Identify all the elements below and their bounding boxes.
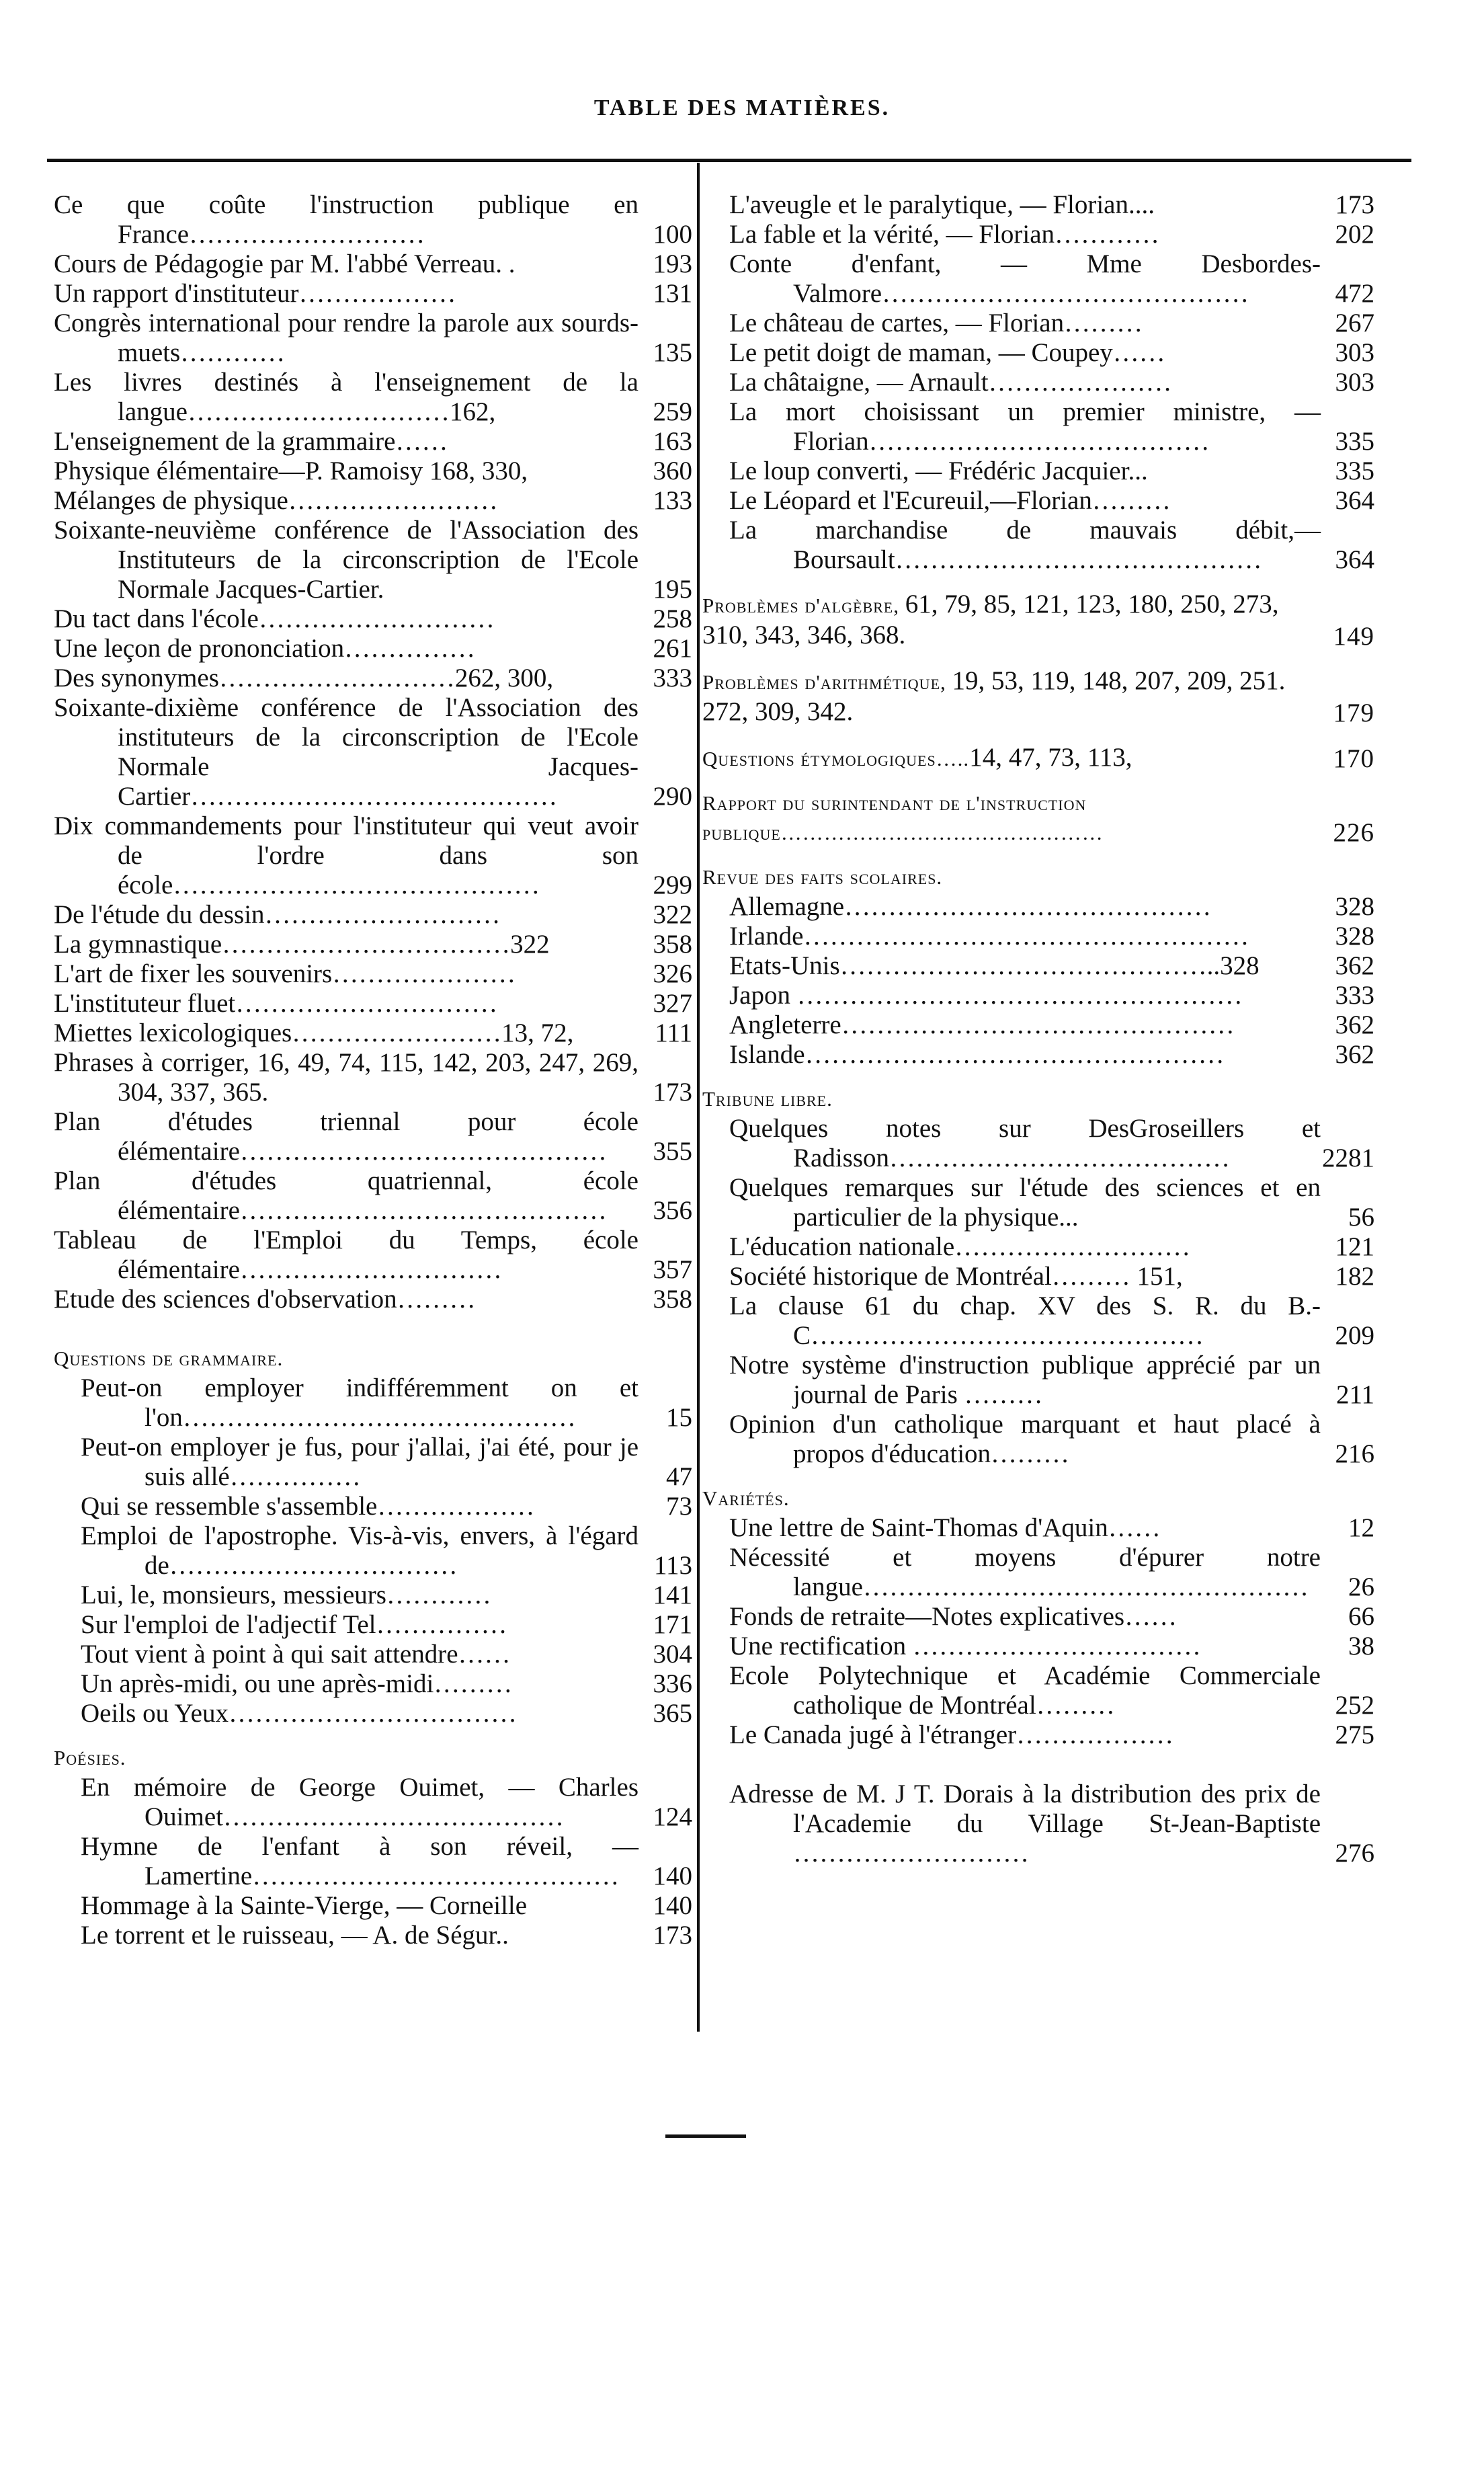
- entry-text: Emploi de l'apostrophe. Vis-à-vis, envers, à l'égard de……………………………: [81, 1521, 638, 1580]
- etymo-numbers: 14, 47, 73, 113,: [969, 743, 1132, 772]
- toc-entry: [702, 1351, 1374, 1410]
- toc-entry: [702, 951, 1374, 981]
- entry-page: 15: [666, 1403, 692, 1432]
- entry-text: Fonds de retraite—Notes explicatives……: [729, 1602, 1178, 1631]
- toc-entry: [702, 1543, 1374, 1602]
- entry-page: 299: [653, 871, 692, 900]
- entry-page: 73: [666, 1492, 692, 1521]
- toc-entry: [54, 634, 692, 664]
- entry-text: Qui se ressemble s'assemble………………: [81, 1492, 535, 1521]
- revue-entries: [702, 892, 1374, 1070]
- entry-text: La clause 61 du chap. XV des S. R. du B.-C………………………………………: [729, 1291, 1321, 1350]
- entry-text: Mélanges de physique……………………: [54, 486, 498, 515]
- entry-text: Une rectification ……………………………: [729, 1632, 1201, 1661]
- toc-entry: [702, 368, 1374, 397]
- entry-page: 26: [1348, 1572, 1374, 1601]
- entry-text: Dix commandements pour l'instituteur qui veut avoir de l'ordre dans son école……………………………………: [54, 811, 638, 900]
- toc-entry: [702, 1114, 1374, 1173]
- toc-entry: [54, 900, 692, 930]
- entry-page: 303: [1335, 368, 1374, 397]
- entry-page: 113: [653, 1551, 692, 1580]
- toc-entry: [54, 1921, 692, 1950]
- footer-rule: [665, 2134, 746, 2138]
- toc-entry: [702, 892, 1374, 922]
- entry-page: 173: [653, 1921, 692, 1950]
- entry-page: 275: [1335, 1720, 1374, 1749]
- toc-entry: [54, 516, 692, 604]
- toc-entry: [54, 1048, 692, 1107]
- entry-text: Du tact dans l'école………………………: [54, 604, 495, 633]
- entry-page: 362: [1335, 951, 1374, 980]
- toc-entry: [702, 486, 1374, 516]
- toc-entry: [54, 693, 692, 811]
- toc-entry: [702, 1410, 1374, 1469]
- entry-text: Ecole Polytechnique et Académie Commerciale catholique de Montréal………: [729, 1661, 1321, 1720]
- entry-page: 290: [653, 782, 692, 811]
- entry-text: Les livres destinés à l'enseignement de la langue…………………………162,: [54, 368, 638, 426]
- arithmetique-numbers: 19, 53, 119, 148, 207, 209, 251. 272, 309, 342.: [702, 666, 1286, 726]
- entry-page: 328: [1335, 922, 1374, 951]
- entry-text: Allemagne……………………………………: [729, 892, 1212, 921]
- entry-page: 131: [653, 279, 692, 308]
- entry-text: La gymnastique……………………………322: [54, 930, 550, 959]
- varietes-heading: Variétés.: [702, 1486, 790, 1510]
- entry-text: L'enseignement de la grammaire……: [54, 427, 448, 456]
- entry-page: 141: [653, 1581, 692, 1609]
- rapport-page: 226: [1333, 818, 1374, 847]
- toc-entry: [702, 981, 1374, 1010]
- entry-page: 267: [1335, 309, 1374, 337]
- entry-page: 335: [1335, 427, 1374, 456]
- entry-page: 327: [653, 989, 692, 1018]
- entry-text: Conte d'enfant, — Mme Desbordes-Valmore……………………………………: [729, 249, 1321, 308]
- entry-page: 66: [1348, 1602, 1374, 1631]
- adresse-entry: [702, 1780, 1374, 1868]
- entry-page: 333: [1335, 981, 1374, 1010]
- toc-entry: [702, 922, 1374, 951]
- entry-text: Sur l'emploi de l'adjectif Tel……………: [81, 1610, 507, 1639]
- toc-entry: [54, 249, 692, 279]
- toc-entry: [54, 279, 692, 309]
- toc-entry: [54, 190, 692, 249]
- entry-text: Soixante-dixième conférence de l'Association des instituteurs de la circonscription de l'Ecole Normale Jacques-Cartier……………………………………: [54, 693, 638, 811]
- entry-page: 163: [653, 427, 692, 456]
- entry-text: Miettes lexicologiques……………………13, 72,: [54, 1019, 574, 1047]
- entry-text: Tout vient à point à qui sait attendre……: [81, 1640, 511, 1669]
- entry-text: La châtaigne, — Arnault…………………: [729, 368, 1172, 397]
- entry-page: 362: [1335, 1040, 1374, 1069]
- entry-text: La fable et la vérité, — Florian…………: [729, 220, 1160, 249]
- entry-page: 357: [653, 1255, 692, 1284]
- entry-text: Japon ……………………………………………: [729, 981, 1243, 1010]
- entry-text: De l'étude du dessin………………………: [54, 900, 501, 929]
- toc-entry: [702, 249, 1374, 309]
- entry-text: Hymne de l'enfant à son réveil, — Lamertine……………………………………: [81, 1832, 638, 1890]
- entry-page: 322: [653, 900, 692, 929]
- entry-page: 195: [653, 575, 692, 604]
- entry-text: Le Canada jugé à l'étranger………………: [729, 1720, 1174, 1749]
- entry-page: 193: [653, 249, 692, 278]
- entry-text: L'art de fixer les souvenirs…………………: [54, 959, 516, 988]
- entry-page: 335: [1335, 456, 1374, 485]
- arithmetique-page: 179: [1333, 698, 1374, 727]
- tribune-entries: [702, 1114, 1374, 1469]
- arithmetique-section: [702, 666, 1374, 728]
- toc-entry: [702, 338, 1374, 368]
- entry-page: 358: [653, 1285, 692, 1314]
- column-divider: [697, 163, 700, 2032]
- etymo-heading: Questions étymologiques…..: [702, 747, 970, 770]
- toc-entry: [54, 1640, 692, 1669]
- entry-page: 356: [653, 1196, 692, 1225]
- toc-entry: [702, 1262, 1374, 1291]
- left-entries: [54, 190, 692, 1314]
- entry-page: 333: [653, 664, 692, 692]
- algebre-numbers: 61, 79, 85, 121, 123, 180, 250, 273, 310, 343, 346, 368.: [702, 590, 1279, 649]
- toc-entry: [54, 1019, 692, 1048]
- toc-entry: [54, 1166, 692, 1226]
- toc-entry: [702, 309, 1374, 338]
- toc-entry: [54, 427, 692, 456]
- entry-text: Des synonymes………………………262, 300,: [54, 664, 554, 692]
- entry-page: 364: [1335, 545, 1374, 574]
- toc-entry: [702, 516, 1374, 575]
- entry-text: Physique élémentaire—P. Ramoisy 168, 330,: [54, 456, 528, 485]
- entry-text: Nécessité et moyens d'épurer notre langue……………………………………………: [729, 1543, 1321, 1601]
- grammar-entries: [54, 1373, 692, 1728]
- entry-text: Angleterre………………………………………: [729, 1010, 1235, 1039]
- entry-page: 140: [653, 1891, 692, 1920]
- entry-text: Le château de cartes, — Florian………: [729, 309, 1143, 337]
- entry-text: Le Léopard et l'Ecureuil,—Florian………: [729, 486, 1171, 515]
- algebre-section: [702, 590, 1374, 651]
- entry-page: 173: [653, 1078, 692, 1107]
- entry-page: 47: [666, 1462, 692, 1491]
- etymo-page: 170: [1333, 744, 1374, 773]
- entry-page: 111: [655, 1019, 692, 1047]
- entry-page: 358: [653, 930, 692, 959]
- toc-entry: [702, 1291, 1374, 1351]
- entry-text: Un après-midi, ou une après-midi………: [81, 1669, 513, 1698]
- toc-entry: [54, 368, 692, 427]
- poesies-heading: Poésies.: [54, 1746, 126, 1769]
- rapport-heading: Rapport du surintendant de l'instruction publique………………………………………: [702, 791, 1104, 844]
- toc-entry: [54, 664, 692, 693]
- toc-entry: [702, 1602, 1374, 1632]
- etymo-section: [702, 743, 1374, 774]
- poesies-entries: [54, 1773, 692, 1950]
- entry-text: Phrases à corriger, 16, 49, 74, 115, 142, 203, 247, 269, 304, 337, 365.: [54, 1048, 638, 1107]
- tribune-heading: Tribune libre.: [702, 1087, 833, 1111]
- entry-page: 362: [1335, 1010, 1374, 1039]
- entry-page: 259: [653, 397, 692, 426]
- entry-text: Société historique de Montréal……… 151,: [729, 1262, 1183, 1291]
- entry-text: Plan d'études triennal pour école élémentaire……………………………………: [54, 1107, 638, 1166]
- entry-page: 326: [653, 959, 692, 988]
- entry-page: 171: [653, 1610, 692, 1639]
- toc-entry: [702, 1173, 1374, 1232]
- entry-text: L'aveugle et le paralytique, — Florian....: [729, 190, 1155, 219]
- toc-entry: [54, 1610, 692, 1640]
- entry-text: La mort choisissant un premier ministre, — Florian…………………………………: [729, 397, 1321, 456]
- toc-entry: [54, 1433, 692, 1492]
- rapport-section: [702, 789, 1374, 848]
- entry-text: Soixante-neuvième conférence de l'Association des Instituteurs de la circonscription de l'Ecole Normale Jacques-Cartier.: [54, 516, 638, 604]
- left-column: [54, 190, 692, 1950]
- entry-text: Oeils ou Yeux……………………………: [81, 1699, 517, 1728]
- right-poesies-entries: [702, 190, 1374, 575]
- entry-text: Quelques notes sur DesGroseillers et Radisson…………………………………: [729, 1114, 1321, 1172]
- entry-page: 276: [1335, 1839, 1374, 1868]
- toc-entry: [54, 1492, 692, 1521]
- entry-text: Peut-on employer je fus, pour j'allai, j'ai été, pour je suis allé……………: [81, 1433, 638, 1491]
- toc-entry: [54, 1773, 692, 1832]
- toc-entry: [702, 1232, 1374, 1262]
- entry-text: En mémoire de George Ouimet, — Charles Ouimet…………………………………: [81, 1773, 638, 1831]
- entry-page: 304: [653, 1640, 692, 1669]
- entry-page: 472: [1335, 279, 1374, 308]
- entry-page: 355: [653, 1137, 692, 1166]
- toc-entry: [702, 1632, 1374, 1661]
- toc-entry: [702, 1661, 1374, 1720]
- toc-entry: [54, 486, 692, 516]
- entry-text: Une lettre de Saint-Thomas d'Aquin……: [729, 1513, 1161, 1542]
- entry-page: 2281: [1322, 1144, 1374, 1172]
- entry-page: 252: [1335, 1691, 1374, 1720]
- toc-entry: [54, 989, 692, 1019]
- arithmetique-heading: Problèmes d'arithmétique,: [702, 670, 946, 694]
- entry-page: 209: [1335, 1321, 1374, 1350]
- entry-text: Ce que coûte l'instruction publique en France………………………: [54, 190, 638, 249]
- entry-text: Le loup converti, — Frédéric Jacquier...: [729, 456, 1148, 485]
- entry-page: 124: [653, 1802, 692, 1831]
- toc-entry: [702, 220, 1374, 249]
- toc-entry: [54, 1285, 692, 1314]
- entry-text: Etats-Unis……………………………………..328: [729, 951, 1260, 980]
- entry-text: Adresse de M. J T. Dorais à la distribution des prix de l'Academie du Village St-Jean-Baptiste ………………………: [729, 1780, 1321, 1868]
- entry-text: Islande…………………………………………: [729, 1040, 1225, 1069]
- entry-page: 121: [1335, 1232, 1374, 1261]
- entry-page: 303: [1335, 338, 1374, 367]
- toc-entry: [54, 309, 692, 368]
- entry-page: 133: [653, 486, 692, 515]
- entry-text: Hommage à la Sainte-Vierge, — Corneille: [81, 1891, 528, 1920]
- page-title: TABLE DES MATIÈRES.: [593, 95, 891, 120]
- toc-entry: [54, 1521, 692, 1581]
- entry-page: 364: [1335, 486, 1374, 515]
- header-rule: [47, 159, 1411, 162]
- entry-text: La marchandise de mauvais débit,—Boursault……………………………………: [729, 516, 1321, 574]
- entry-page: 336: [653, 1669, 692, 1698]
- entry-page: 328: [1335, 892, 1374, 921]
- entry-text: Cours de Pédagogie par M. l'abbé Verreau. .: [54, 249, 516, 278]
- entry-page: 140: [653, 1862, 692, 1890]
- entry-page: 12: [1348, 1513, 1374, 1542]
- entry-text: Opinion d'un catholique marquant et haut placé à propos d'éducation………: [729, 1410, 1321, 1468]
- toc-entry: [702, 1010, 1374, 1040]
- algebre-heading: Problèmes d'algèbre,: [702, 594, 899, 617]
- toc-entry: [54, 456, 692, 486]
- entry-text: Une leçon de prononciation……………: [54, 634, 476, 663]
- entry-page: 56: [1348, 1203, 1374, 1232]
- entry-text: L'instituteur fluet…………………………: [54, 989, 498, 1018]
- entry-text: Peut-on employer indifféremment on et l'on………………………………………: [81, 1373, 638, 1432]
- entry-page: 365: [653, 1699, 692, 1728]
- varietes-entries: [702, 1513, 1374, 1750]
- toc-entry: [702, 397, 1374, 456]
- entry-text: Notre système d'instruction publique apprécié par un journal de Paris ………: [729, 1351, 1321, 1409]
- entry-text: Plan d'études quatriennal, école élémentaire……………………………………: [54, 1166, 638, 1225]
- toc-entry: [702, 456, 1374, 486]
- entry-text: Irlande……………………………………………: [729, 922, 1249, 951]
- toc-entry: [54, 604, 692, 634]
- entry-page: 261: [653, 634, 692, 663]
- toc-entry: [54, 1107, 692, 1166]
- toc-entry: [702, 1720, 1374, 1750]
- entry-text: Tableau de l'Emploi du Temps, école élémentaire…………………………: [54, 1226, 638, 1284]
- grammar-heading: Questions de grammaire.: [54, 1347, 284, 1370]
- toc-entry: [54, 959, 692, 989]
- entry-text: Etude des sciences d'observation………: [54, 1285, 476, 1314]
- entry-page: 202: [1335, 220, 1374, 249]
- entry-page: 258: [653, 604, 692, 633]
- entry-text: Le petit doigt de maman, — Coupey……: [729, 338, 1165, 367]
- toc-entry: [54, 1669, 692, 1699]
- revue-heading: Revue des faits scolaires.: [702, 865, 943, 889]
- toc-entry: [54, 1891, 692, 1921]
- entry-page: 360: [653, 456, 692, 485]
- entry-text: Lui, le, monsieurs, messieurs…………: [81, 1581, 491, 1609]
- entry-text: Un rapport d'instituteur………………: [54, 279, 456, 308]
- algebre-page: 149: [1333, 622, 1374, 651]
- toc-entry: [54, 1581, 692, 1610]
- right-column: [702, 190, 1374, 1868]
- entry-text: L'éducation nationale………………………: [729, 1232, 1191, 1261]
- entry-page: 135: [653, 338, 692, 367]
- entry-page: 100: [653, 220, 692, 249]
- toc-entry: [54, 811, 692, 900]
- toc-entry: [702, 190, 1374, 220]
- entry-text: Congrès international pour rendre la parole aux sourds-muets…………: [54, 309, 638, 367]
- entry-text: Quelques remarques sur l'étude des sciences et en particulier de la physique...: [729, 1173, 1321, 1232]
- entry-page: 38: [1348, 1632, 1374, 1661]
- toc-entry: [702, 1513, 1374, 1543]
- entry-page: 173: [1335, 190, 1374, 219]
- toc-entry: [54, 930, 692, 959]
- toc-entry: [702, 1040, 1374, 1070]
- entry-page: 182: [1335, 1262, 1374, 1291]
- entry-page: 216: [1335, 1439, 1374, 1468]
- toc-entry: [54, 1226, 692, 1285]
- toc-entry: [54, 1832, 692, 1891]
- entry-text: Le torrent et le ruisseau, — A. de Ségur..: [81, 1921, 509, 1950]
- toc-entry: [54, 1373, 692, 1433]
- toc-entry: [54, 1699, 692, 1728]
- entry-page: 211: [1335, 1380, 1374, 1409]
